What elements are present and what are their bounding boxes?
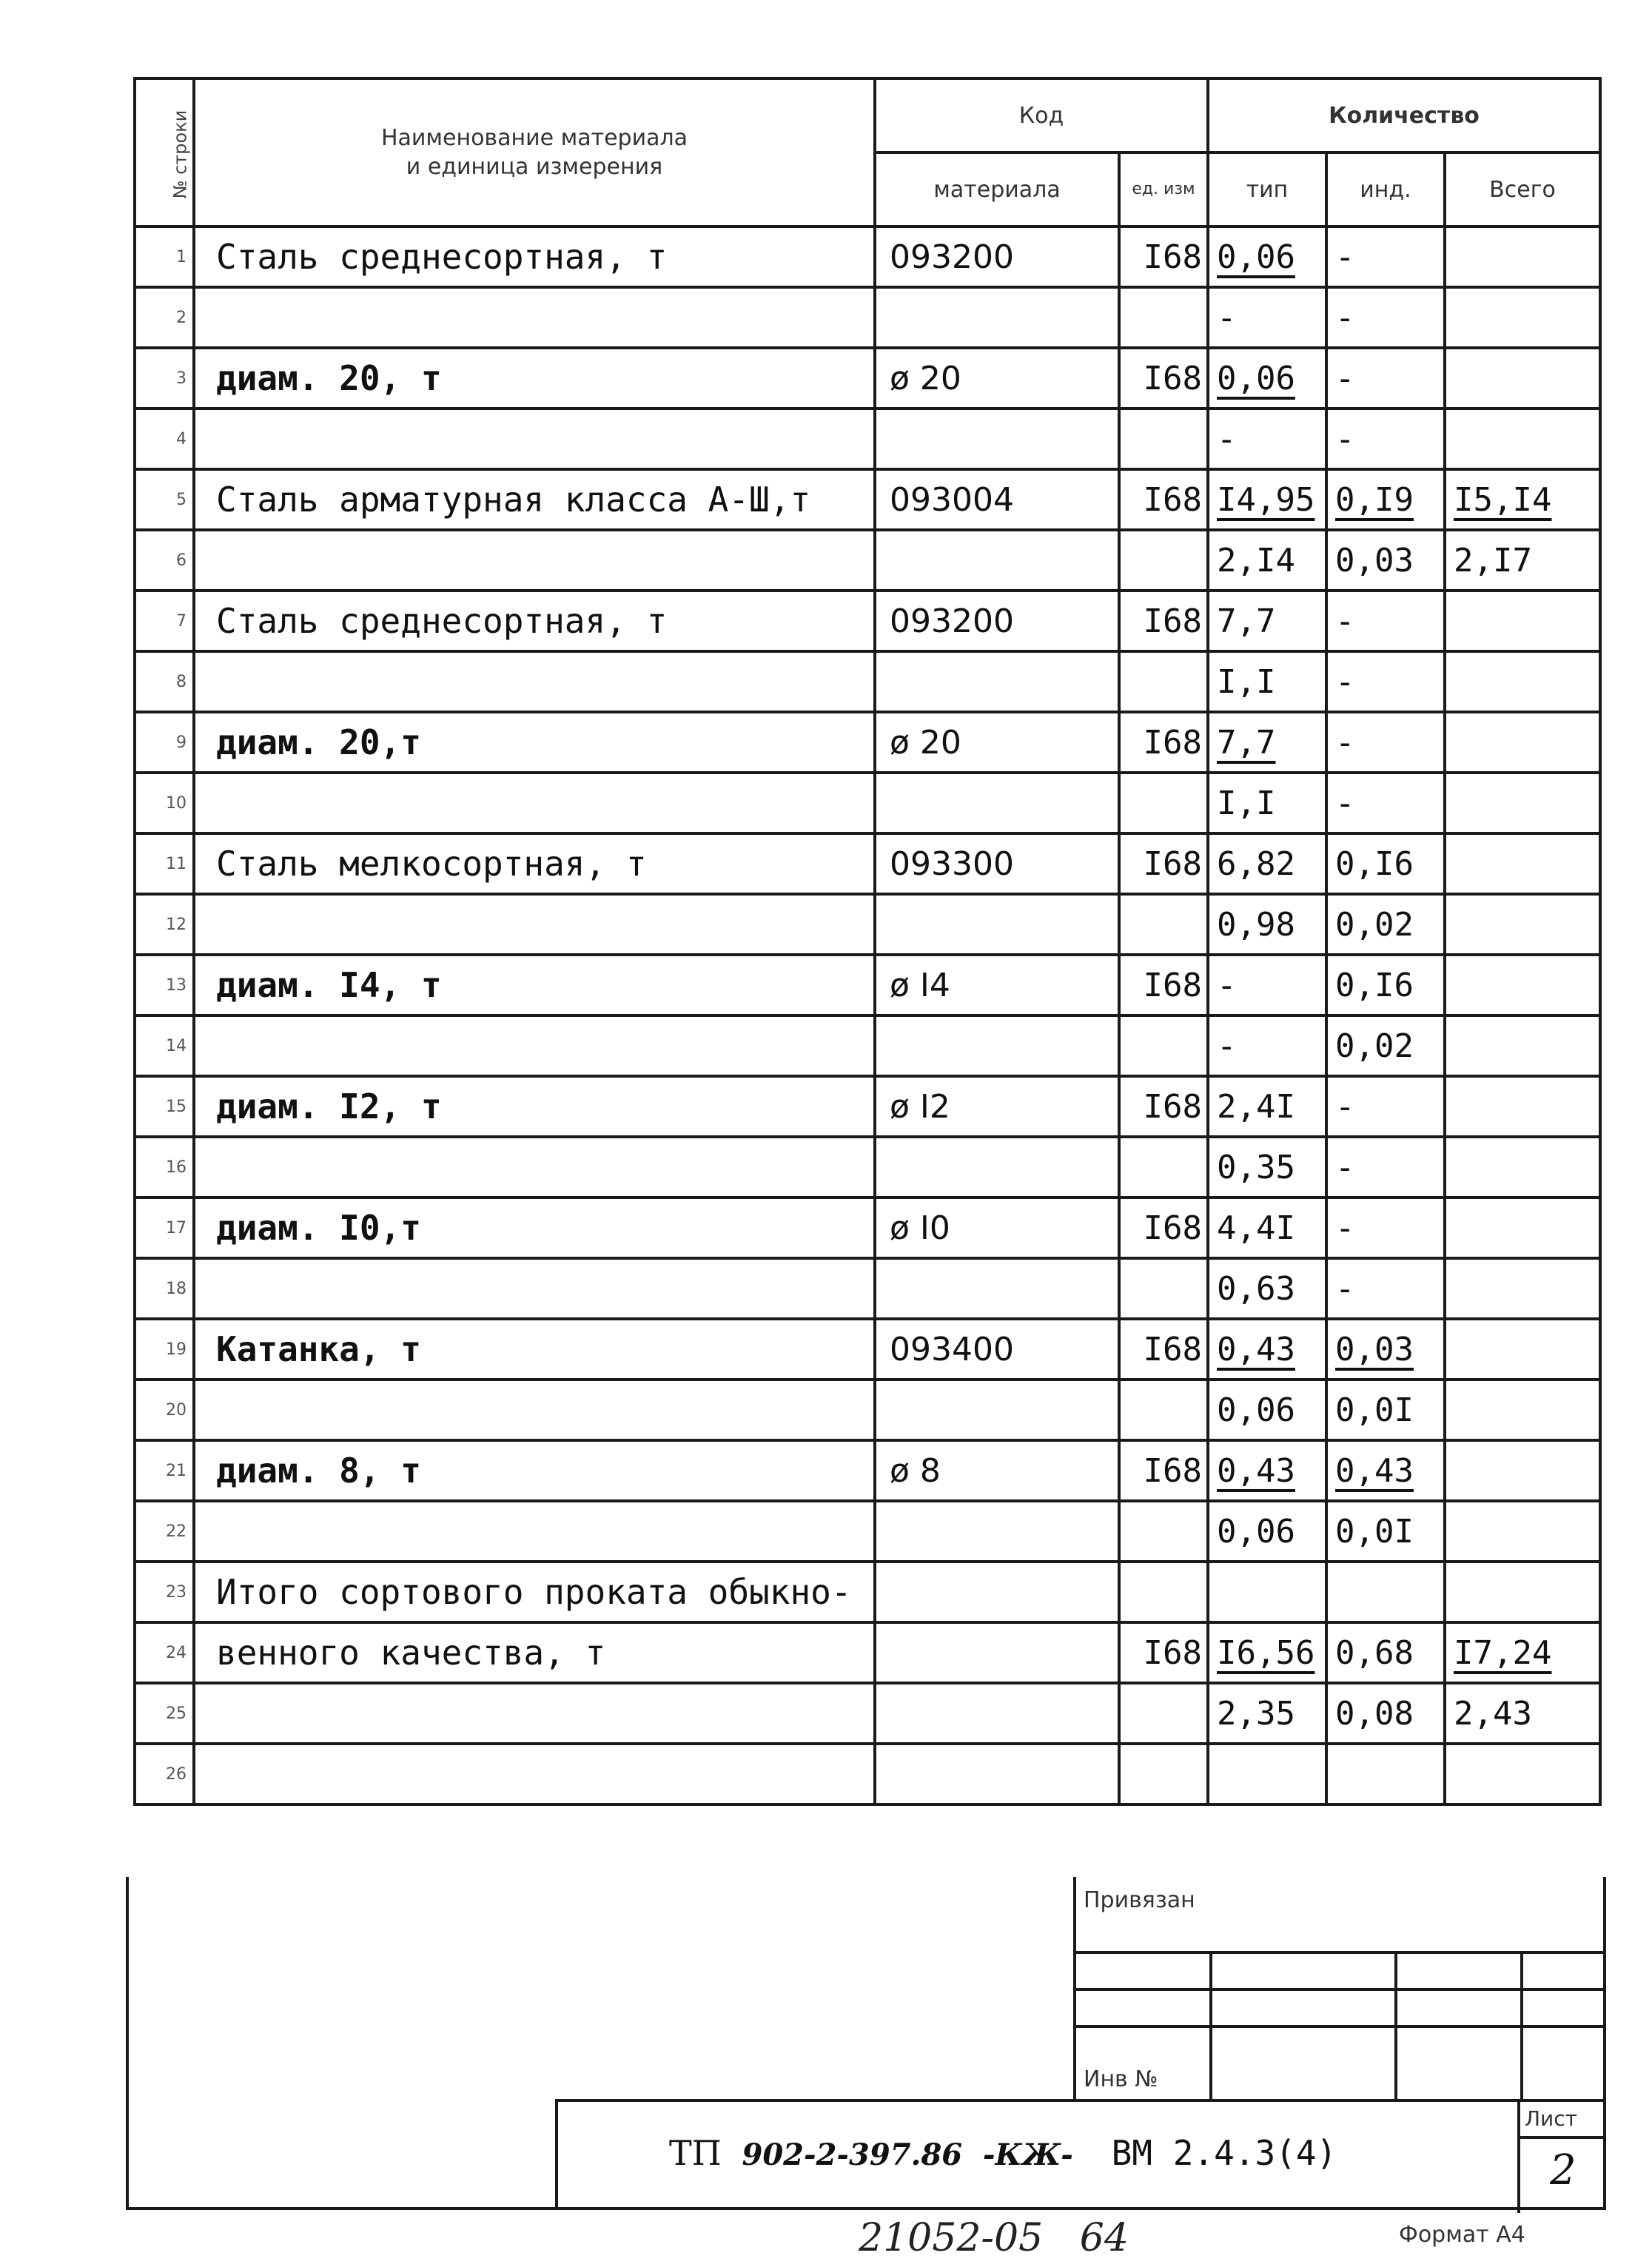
qty-total: I5,I4 xyxy=(1445,469,1600,530)
qty-type: 0,43 xyxy=(1208,1440,1326,1501)
qty-ind: 0,I9 xyxy=(1326,469,1445,530)
material-code xyxy=(875,894,1119,955)
material-name xyxy=(194,1258,875,1319)
qty-total xyxy=(1445,773,1600,833)
header-qty-type: тип xyxy=(1208,152,1326,226)
table-row xyxy=(135,1440,1600,1501)
doc-suffix: ВМ 2.4.3(4) xyxy=(1111,2133,1337,2173)
material-code: 093400 xyxy=(875,1319,1119,1380)
material-name: Сталь среднесортная, т xyxy=(194,226,875,287)
material-name xyxy=(194,287,875,348)
binding-label: Привязан xyxy=(1084,1887,1195,1913)
qty-total xyxy=(1445,1744,1600,1804)
row-number: 24 xyxy=(135,1622,194,1683)
row-number: 26 xyxy=(135,1744,194,1804)
material-name: диам. 20, т xyxy=(194,348,875,409)
qty-ind: - xyxy=(1326,348,1445,409)
unit-code xyxy=(1119,530,1208,591)
row-number: 17 xyxy=(135,1197,194,1258)
unit-code: I68 xyxy=(1119,1440,1208,1501)
doc-prefix: ТП xyxy=(669,2133,722,2173)
material-code xyxy=(875,1258,1119,1319)
row-number: 12 xyxy=(135,894,194,955)
material-name: диам. I0,т xyxy=(194,1197,875,1258)
qty-type: 0,06 xyxy=(1208,226,1326,287)
qty-type: 2,I4 xyxy=(1208,530,1326,591)
qty-type: - xyxy=(1208,409,1326,469)
material-name: венного качества, т xyxy=(194,1622,875,1683)
header-row-number: № строки xyxy=(135,78,194,226)
material-code xyxy=(875,651,1119,712)
unit-code: I68 xyxy=(1119,1319,1208,1380)
qty-type: 2,35 xyxy=(1208,1683,1326,1744)
qty-ind: 0,43 xyxy=(1326,1440,1445,1501)
qty-ind: 0,0I xyxy=(1326,1501,1445,1562)
qty-total xyxy=(1445,226,1600,287)
qty-ind: 0,03 xyxy=(1326,1319,1445,1380)
qty-type: 0,06 xyxy=(1208,1501,1326,1562)
unit-code xyxy=(1119,894,1208,955)
row-number: 11 xyxy=(135,833,194,894)
row-number: 6 xyxy=(135,530,194,591)
material-code xyxy=(875,1137,1119,1197)
material-code xyxy=(875,1683,1119,1744)
row-number: 16 xyxy=(135,1137,194,1197)
material-code xyxy=(875,530,1119,591)
unit-code: I68 xyxy=(1119,955,1208,1015)
table-row xyxy=(135,1197,1600,1258)
unit-code xyxy=(1119,1137,1208,1197)
row-number: 22 xyxy=(135,1501,194,1562)
header-code-unit: ед. изм xyxy=(1119,152,1208,226)
qty-ind: 0,03 xyxy=(1326,530,1445,591)
qty-type: 0,06 xyxy=(1208,348,1326,409)
qty-type: I,I xyxy=(1208,651,1326,712)
unit-code xyxy=(1119,651,1208,712)
unit-code: I68 xyxy=(1119,1197,1208,1258)
qty-type: - xyxy=(1208,287,1326,348)
table-row xyxy=(135,226,1600,287)
material-name xyxy=(194,1137,875,1197)
inventory-number-label: Инв № xyxy=(1084,2066,1158,2092)
material-name: Сталь мелкосортная, т xyxy=(194,833,875,894)
qty-ind: - xyxy=(1326,591,1445,651)
material-code xyxy=(875,1744,1119,1804)
table-row xyxy=(135,1380,1600,1440)
sheet-number: 2 xyxy=(1550,2146,1577,2194)
unit-code xyxy=(1119,773,1208,833)
qty-ind: - xyxy=(1326,773,1445,833)
unit-code xyxy=(1119,1501,1208,1562)
format-label: Формат А4 xyxy=(1399,2222,1525,2248)
header-qty-ind: инд. xyxy=(1326,152,1445,226)
material-code xyxy=(875,1562,1119,1622)
qty-total xyxy=(1445,1137,1600,1197)
table-row xyxy=(135,773,1600,833)
qty-ind: - xyxy=(1326,651,1445,712)
qty-ind: 0,I6 xyxy=(1326,955,1445,1015)
material-code xyxy=(875,409,1119,469)
material-code xyxy=(875,1622,1119,1683)
qty-total xyxy=(1445,1319,1600,1380)
row-number: 18 xyxy=(135,1258,194,1319)
material-code xyxy=(875,773,1119,833)
row-number: 25 xyxy=(135,1683,194,1744)
header-quantity-group: Количество xyxy=(1208,78,1600,152)
material-name: диам. I2, т xyxy=(194,1076,875,1137)
qty-total xyxy=(1445,1197,1600,1258)
qty-type: I4,95 xyxy=(1208,469,1326,530)
material-code: ø 20 xyxy=(875,712,1119,773)
qty-ind: 0,02 xyxy=(1326,894,1445,955)
table-row xyxy=(135,1683,1600,1744)
row-number: 2 xyxy=(135,287,194,348)
material-name xyxy=(194,530,875,591)
table-row xyxy=(135,651,1600,712)
qty-ind: 0,02 xyxy=(1326,1015,1445,1076)
unit-code xyxy=(1119,409,1208,469)
qty-total xyxy=(1445,1015,1600,1076)
header-material-name: Наименование материала и единица измерения xyxy=(194,78,875,226)
material-code: 093200 xyxy=(875,591,1119,651)
qty-ind: - xyxy=(1326,1197,1445,1258)
material-code: ø 8 xyxy=(875,1440,1119,1501)
unit-code xyxy=(1119,1744,1208,1804)
qty-type: 0,06 xyxy=(1208,1380,1326,1440)
unit-code: I68 xyxy=(1119,348,1208,409)
unit-code: I68 xyxy=(1119,226,1208,287)
material-name xyxy=(194,409,875,469)
qty-ind: - xyxy=(1326,1258,1445,1319)
qty-total xyxy=(1445,894,1600,955)
material-name xyxy=(194,1744,875,1804)
table-row xyxy=(135,469,1600,530)
qty-type: 0,63 xyxy=(1208,1258,1326,1319)
material-code: 093004 xyxy=(875,469,1119,530)
unit-code xyxy=(1119,1258,1208,1319)
material-name xyxy=(194,894,875,955)
qty-total xyxy=(1445,1258,1600,1319)
doc-mark: -КЖ- xyxy=(982,2137,1073,2172)
qty-total xyxy=(1445,287,1600,348)
table-row xyxy=(135,1562,1600,1622)
materials-table xyxy=(133,77,1602,1806)
material-name: Катанка, т xyxy=(194,1319,875,1380)
qty-ind: - xyxy=(1326,409,1445,469)
qty-total: 2,I7 xyxy=(1445,530,1600,591)
qty-type: I,I xyxy=(1208,773,1326,833)
table-row xyxy=(135,530,1600,591)
header-code-group: Код xyxy=(875,78,1208,152)
qty-ind xyxy=(1326,1744,1445,1804)
unit-code xyxy=(1119,1015,1208,1076)
unit-code: I68 xyxy=(1119,1622,1208,1683)
table-row xyxy=(135,1076,1600,1137)
qty-total xyxy=(1445,1562,1600,1622)
table-row xyxy=(135,348,1600,409)
qty-type: - xyxy=(1208,1015,1326,1076)
table-row xyxy=(135,833,1600,894)
sheet-label: Лист xyxy=(1525,2106,1577,2131)
table-row xyxy=(135,591,1600,651)
unit-code xyxy=(1119,1683,1208,1744)
unit-code xyxy=(1119,287,1208,348)
table-row xyxy=(135,287,1600,348)
qty-ind: - xyxy=(1326,226,1445,287)
table-row xyxy=(135,1015,1600,1076)
unit-code xyxy=(1119,1380,1208,1440)
material-code xyxy=(875,1501,1119,1562)
material-name: диам. 8, т xyxy=(194,1440,875,1501)
qty-ind: 0,68 xyxy=(1326,1622,1445,1683)
row-number: 9 xyxy=(135,712,194,773)
material-code: 093300 xyxy=(875,833,1119,894)
row-number: 15 xyxy=(135,1076,194,1137)
material-name: Сталь арматурная класса А-Ш,т xyxy=(194,469,875,530)
qty-type: 6,82 xyxy=(1208,833,1326,894)
material-name xyxy=(194,651,875,712)
qty-type xyxy=(1208,1744,1326,1804)
qty-type: 7,7 xyxy=(1208,712,1326,773)
row-number: 14 xyxy=(135,1015,194,1076)
qty-type: I6,56 xyxy=(1208,1622,1326,1683)
qty-type xyxy=(1208,1562,1326,1622)
material-name xyxy=(194,1380,875,1440)
row-number: 3 xyxy=(135,348,194,409)
material-code: ø I0 xyxy=(875,1197,1119,1258)
qty-ind: 0,0I xyxy=(1326,1380,1445,1440)
unit-code: I68 xyxy=(1119,591,1208,651)
material-name xyxy=(194,773,875,833)
material-code: ø I4 xyxy=(875,955,1119,1015)
material-code xyxy=(875,1380,1119,1440)
qty-ind: - xyxy=(1326,1137,1445,1197)
qty-total xyxy=(1445,348,1600,409)
qty-type: 0,43 xyxy=(1208,1319,1326,1380)
qty-type: 0,35 xyxy=(1208,1137,1326,1197)
material-code: 093200 xyxy=(875,226,1119,287)
header-qty-total: Всего xyxy=(1445,152,1600,226)
table-row xyxy=(135,1622,1600,1683)
table-row xyxy=(135,1501,1600,1562)
qty-total xyxy=(1445,1440,1600,1501)
archive-number: 21052-05 64 xyxy=(859,2216,1129,2260)
qty-total: 2,43 xyxy=(1445,1683,1600,1744)
qty-total xyxy=(1445,1076,1600,1137)
qty-total xyxy=(1445,712,1600,773)
qty-total xyxy=(1445,1501,1600,1562)
qty-total xyxy=(1445,833,1600,894)
row-number: 21 xyxy=(135,1440,194,1501)
header-code-material: материала xyxy=(875,152,1119,226)
material-code: ø I2 xyxy=(875,1076,1119,1137)
material-name: Итого сортового проката обыкно- xyxy=(194,1562,875,1622)
qty-type: 4,4I xyxy=(1208,1197,1326,1258)
qty-ind: 0,08 xyxy=(1326,1683,1445,1744)
doc-number: 902-2-397.86 xyxy=(742,2137,963,2172)
material-code xyxy=(875,287,1119,348)
table-row xyxy=(135,712,1600,773)
qty-total xyxy=(1445,591,1600,651)
qty-ind: - xyxy=(1326,287,1445,348)
row-number: 8 xyxy=(135,651,194,712)
qty-ind: - xyxy=(1326,712,1445,773)
row-number: 7 xyxy=(135,591,194,651)
row-number: 1 xyxy=(135,226,194,287)
row-number: 20 xyxy=(135,1380,194,1440)
document-stamp xyxy=(555,2099,1606,2210)
row-number: 19 xyxy=(135,1319,194,1380)
row-number: 13 xyxy=(135,955,194,1015)
qty-type: 7,7 xyxy=(1208,591,1326,651)
table-row xyxy=(135,894,1600,955)
qty-total xyxy=(1445,651,1600,712)
unit-code: I68 xyxy=(1119,833,1208,894)
table-row xyxy=(135,1137,1600,1197)
qty-type: 0,98 xyxy=(1208,894,1326,955)
row-number: 4 xyxy=(135,409,194,469)
unit-code: I68 xyxy=(1119,469,1208,530)
qty-total: I7,24 xyxy=(1445,1622,1600,1683)
binding-box xyxy=(1073,1877,1606,2099)
table-row xyxy=(135,1258,1600,1319)
material-name: диам. I4, т xyxy=(194,955,875,1015)
material-code xyxy=(875,1015,1119,1076)
unit-code: I68 xyxy=(1119,1076,1208,1137)
material-name xyxy=(194,1683,875,1744)
table-row xyxy=(135,955,1600,1015)
unit-code xyxy=(1119,1562,1208,1622)
unit-code: I68 xyxy=(1119,712,1208,773)
qty-ind: 0,I6 xyxy=(1326,833,1445,894)
qty-total xyxy=(1445,955,1600,1015)
qty-ind: - xyxy=(1326,1076,1445,1137)
qty-type: - xyxy=(1208,955,1326,1015)
qty-ind xyxy=(1326,1562,1445,1622)
material-name xyxy=(194,1501,875,1562)
qty-type: 2,4I xyxy=(1208,1076,1326,1137)
table-row xyxy=(135,1319,1600,1380)
material-name: диам. 20,т xyxy=(194,712,875,773)
table-row xyxy=(135,1744,1600,1804)
qty-total xyxy=(1445,409,1600,469)
row-number: 23 xyxy=(135,1562,194,1622)
table-row xyxy=(135,409,1600,469)
row-number: 10 xyxy=(135,773,194,833)
qty-total xyxy=(1445,1380,1600,1440)
material-name xyxy=(194,1015,875,1076)
material-name: Сталь среднесортная, т xyxy=(194,591,875,651)
row-number: 5 xyxy=(135,469,194,530)
material-code: ø 20 xyxy=(875,348,1119,409)
